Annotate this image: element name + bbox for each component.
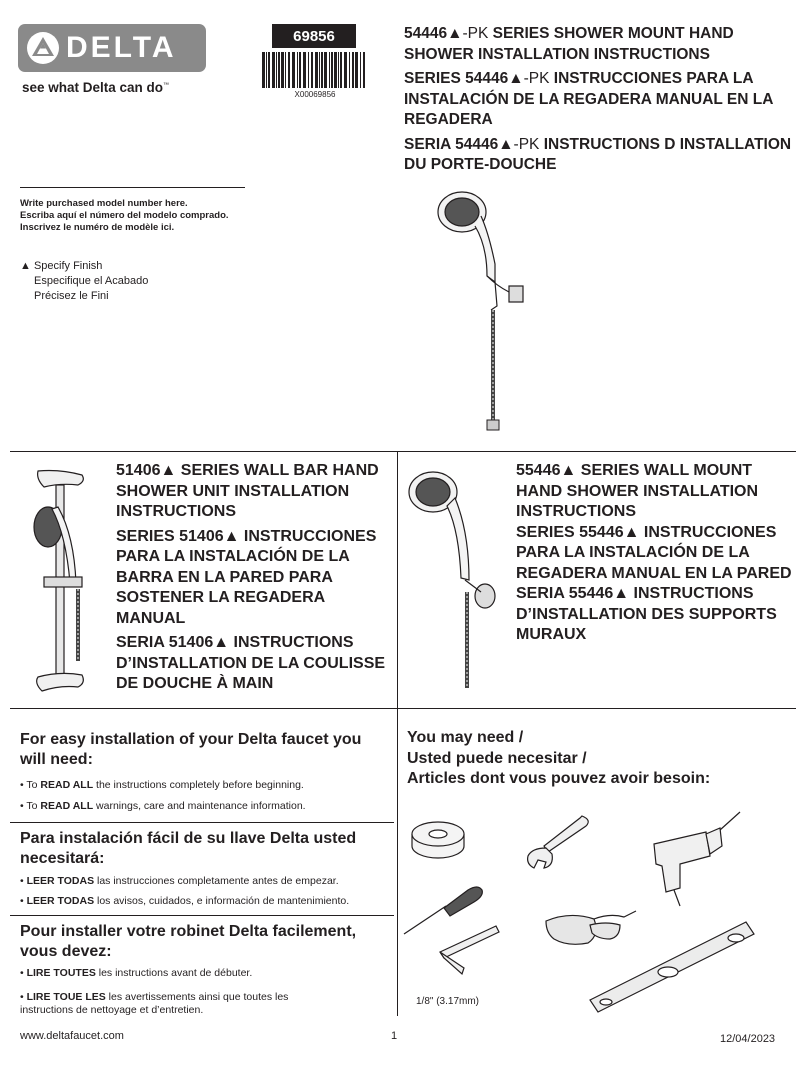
tagline: see what Delta can do™ bbox=[22, 80, 170, 95]
shower-mount-illustration bbox=[425, 186, 535, 436]
divider bbox=[397, 451, 398, 708]
wall-mount-illustration bbox=[405, 468, 510, 698]
divider bbox=[10, 915, 394, 916]
main-title-en: 54446▲-PK SERIES SHOWER MOUNT HAND SHOWER INSTALLATION INSTRUCTIONS bbox=[404, 25, 734, 63]
finish-note: ▲ Specify Finish Especifique el Acabado Précisez le Fini bbox=[20, 260, 149, 302]
model-entry-instructions: Write purchased model number here. Escriba aquí el número del modelo comprado. Inscrivez le numéro de modèle ici. bbox=[20, 198, 229, 233]
hex-key-icon bbox=[436, 922, 502, 978]
level-tool-icon bbox=[586, 916, 756, 1016]
divider bbox=[397, 708, 398, 1016]
need-item-en-2: • To READ ALL warnings, care and maintenance information. bbox=[20, 800, 306, 812]
hex-key-size-label: 1/8" (3.17mm) bbox=[416, 996, 480, 1007]
need-title-en: For easy installation of your Delta faucet you will need: bbox=[20, 731, 362, 768]
page-number: 1 bbox=[391, 1030, 398, 1042]
divider bbox=[10, 451, 796, 452]
divider bbox=[10, 822, 394, 823]
adjustable-wrench-icon bbox=[522, 812, 594, 870]
logo-wordmark: DELTA bbox=[66, 31, 177, 64]
need-item-es-1: • LEER TODAS las instrucciones completamente antes de empezar. bbox=[20, 875, 339, 887]
barcode-number: X00069856 bbox=[294, 90, 336, 99]
delta-logo bbox=[18, 24, 206, 72]
model-entry-line bbox=[20, 187, 245, 188]
wall-bar-title: 51406▲ SERIES WALL BAR HAND SHOWER UNIT INSTALLATION INSTRUCTIONS SERIES 51406▲ INSTRUCCIONES PARA LA INSTALACIÓN DE LA BARRA EN LA PARED PARA SOSTENER LA REGADERA MANUAL SERIA 51406▲ INSTRUCTIONS D’INSTALLATION DE LA COULISSE DE DOUCHE À MAIN bbox=[116, 462, 386, 692]
model-number-label: 69856 bbox=[272, 24, 356, 48]
main-title-es: SERIES 54446▲-PK INSTRUCCIONES PARA LA INSTALACIÓN DE LA REGADERA MANUAL EN LA REGADERA bbox=[404, 70, 773, 128]
need-item-en-1: • To READ ALL the instructions completely before beginning. bbox=[20, 779, 304, 791]
plumbers-tape-icon bbox=[408, 818, 468, 863]
divider bbox=[10, 708, 796, 709]
main-title bbox=[404, 24, 794, 180]
footer-url: www.deltafaucet.com bbox=[20, 1030, 124, 1042]
barcode bbox=[262, 52, 368, 90]
delta-logo-icon bbox=[26, 31, 60, 65]
wall-mount-title: 55446▲ SERIES WALL MOUNT HAND SHOWER INSTALLATION INSTRUCTIONS SERIES 55446▲ INSTRUCCIONES PARA LA INSTALACIÓN DE LA REGADERA MANUAL EN LA PARED SERIA 55446▲ INSTRUCTIONS D’INSTALLATION DES SUPPORTS MURAUX bbox=[516, 462, 792, 643]
power-drill-icon bbox=[650, 808, 745, 908]
need-item-fr-1: • LIRE TOUTES les instructions avant de débuter. bbox=[20, 967, 253, 979]
need-title-es: Para instalación fácil de su llave Delta usted necesitará: bbox=[20, 830, 357, 867]
main-title-fr: SERIA 54446▲-PK INSTRUCTIONS D INSTALLATION DU PORTE-DOUCHE bbox=[404, 135, 792, 173]
need-item-es-2: • LEER TODAS los avisos, cuidados, e información de mantenimiento. bbox=[20, 895, 350, 907]
wall-bar-illustration bbox=[30, 465, 110, 705]
need-item-fr-2: • LIRE TOUE LES les avertissements ainsi que toutes les instructions de nettoyage et d’entretien. bbox=[20, 991, 289, 1016]
may-need-title: You may need / Usted puede necesitar / Articles dont vous pouvez avoir besoin: bbox=[407, 729, 711, 787]
need-title-fr: Pour installer votre robinet Delta facilement, vous devez: bbox=[20, 923, 357, 960]
footer-date: 12/04/2023 bbox=[720, 1033, 776, 1045]
